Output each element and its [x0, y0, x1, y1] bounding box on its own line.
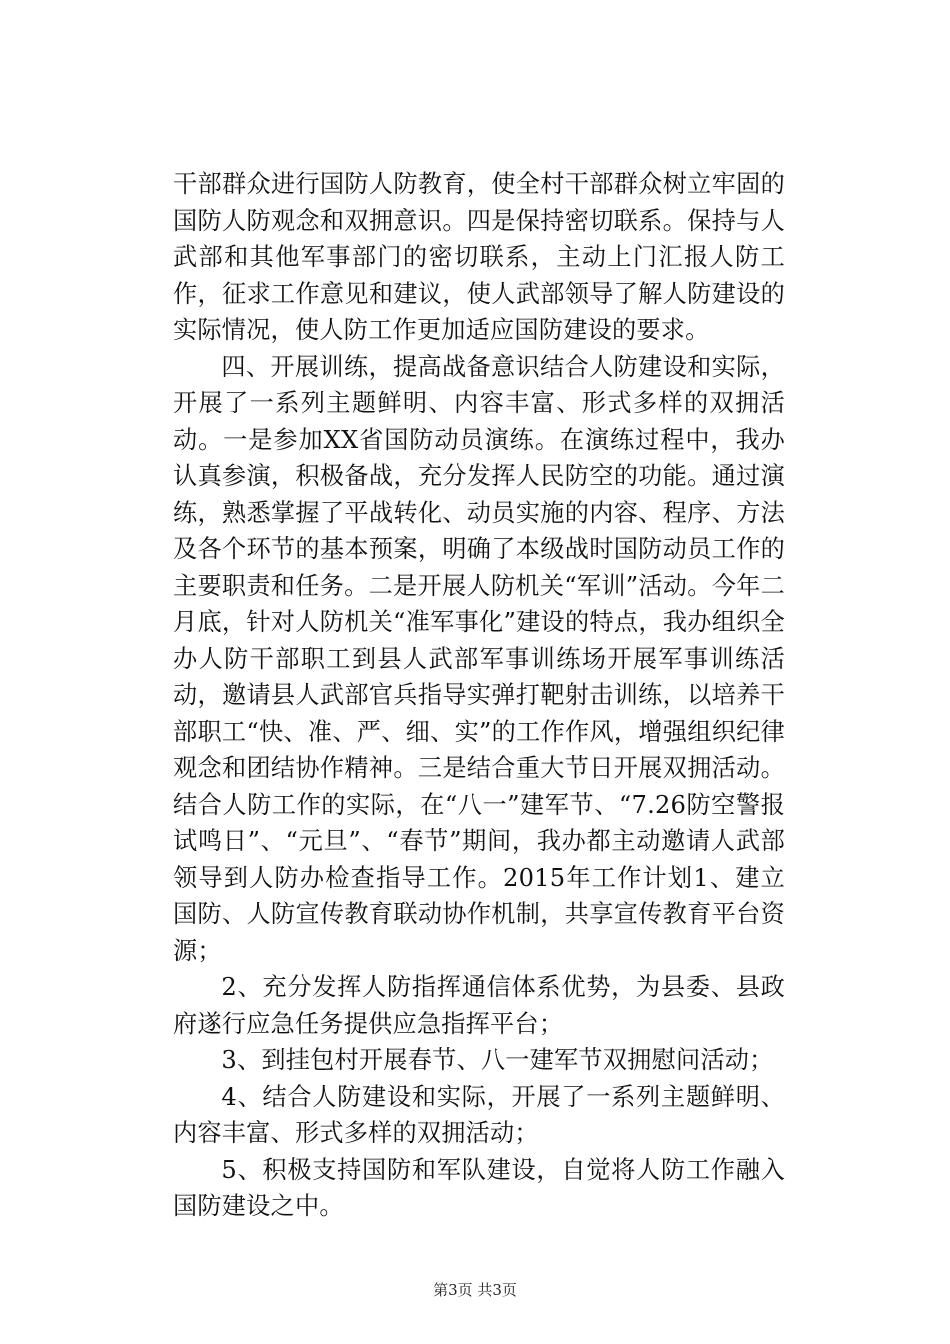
- paragraph-plan-item-2: 2、充分发挥人防指挥通信体系优势，为县委、县政府遂行应急任务提供应急指挥平台；: [173, 973, 785, 1038]
- document-body: [173, 166, 785, 1225]
- paragraph-plan-item-5: 5、积极支持国防和军队建设，自觉将人防工作融入国防建设之中。: [173, 1155, 785, 1220]
- paragraph-plan-item-4: 4、结合人防建设和实际，开展了一系列主题鲜明、内容丰富、形式多样的双拥活动；: [173, 1082, 785, 1147]
- paragraph-training: 四、开展训练，提高战备意识结合人防建设和实际，开展了一系列主题鲜明、内容丰富、形式多样的双拥活动。一是参加XX省国防动员演练。在演练过程中，我办认真参演，积极备战，充分发挥人民防空的功能。通过演练，熟悉掌握了平战转化、动员实施的内容、程序、方法及各个环节的基本预案，明确了本级战时国防动员工作的主要职责和任务。二是开展人防机关“军训”活动。今年二月底，针对人防机关“准军事化”建设的特点，我办组织全办人防干部职工到县人武部军事训练场开展军事训练活动，邀请县人武部官兵指导实弹打靶射击训练，以培养干部职工“快、准、严、细、实”的工作作风，增强组织纪律观念和团结协作精神。三是结合重大节日开展双拥活动。结合人防工作的实际，在“八一”建军节、“7.26防空警报试鸣日”、“元旦”、“春节”期间，我办都主动邀请人武部领导到人防办检查指导工作。2015年工作计划1、建立国防、人防宣传教育联动协作机制，共享宣传教育平台资源；: [173, 352, 785, 965]
- page-footer: 第3页 共3页: [433, 1281, 517, 1299]
- paragraph-plan-item-3: 3、到挂包村开展春节、八一建军节双拥慰问活动；: [221, 1046, 774, 1074]
- paragraph-continuation: 干部群众进行国防人防教育，使全村干部群众树立牢固的国防人防观念和双拥意识。四是保持密切联系。保持与人武部和其他军事部门的密切联系，主动上门汇报人防工作，征求工作意见和建议，使人武部领导了解人防建设的实际情况，使人防工作更加适应国防建设的要求。: [173, 170, 785, 344]
